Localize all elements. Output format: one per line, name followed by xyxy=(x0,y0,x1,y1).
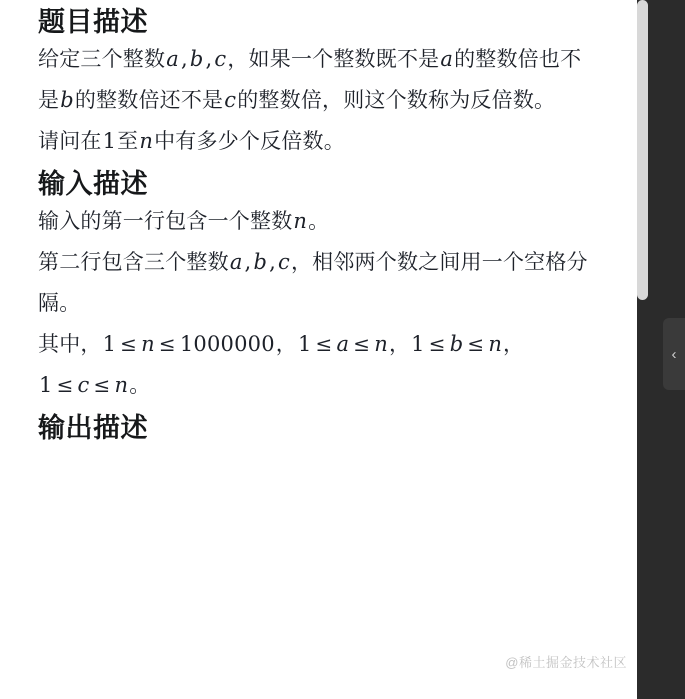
paragraph-problem-2 xyxy=(38,121,599,162)
math-n: n xyxy=(374,332,388,356)
text-run: 请问在 xyxy=(38,130,102,153)
section-heading-output-description: 输出描述 xyxy=(38,413,148,443)
chevron-left-icon: ‹ xyxy=(671,345,677,363)
math-comma: , xyxy=(244,250,252,274)
math-c: c xyxy=(277,250,290,274)
math-one: 1 xyxy=(102,129,117,153)
math-n: n xyxy=(114,373,129,397)
text-run: 输入的第一行包含一个整数 xyxy=(38,210,293,233)
vertical-scrollbar-track[interactable] xyxy=(637,0,648,699)
paragraph-input-1 xyxy=(38,201,599,242)
math-le: ≤ xyxy=(353,332,371,356)
math-le: ≤ xyxy=(93,373,111,397)
math-comma: , xyxy=(180,47,188,71)
text-run: 第二行包含三个整数 xyxy=(38,251,229,274)
text-run: 的整数倍还不是 xyxy=(74,89,224,112)
text-run: ， xyxy=(275,333,297,356)
math-one: 1 xyxy=(102,332,117,356)
math-b: b xyxy=(60,88,74,112)
math-le: ≤ xyxy=(120,332,138,356)
text-run: 中有多少个反倍数。 xyxy=(154,130,345,153)
math-n: n xyxy=(139,129,154,153)
text-run: ， xyxy=(503,333,525,356)
math-n: n xyxy=(141,332,155,356)
math-c: c xyxy=(224,88,237,112)
watermark-text: @稀土掘金技术社区 xyxy=(505,655,627,670)
math-n: n xyxy=(488,332,503,356)
text-run: 至 xyxy=(117,130,139,153)
math-b: b xyxy=(189,47,204,71)
text-run: 。 xyxy=(129,374,151,397)
text-run: ，相邻两个数之间用一个空格分隔。 xyxy=(38,251,588,315)
math-one: 1 xyxy=(297,332,312,356)
math-b: b xyxy=(253,250,268,274)
text-run: ， xyxy=(388,333,411,356)
text-run: 的整数倍，则这个数称为反倍数。 xyxy=(237,89,556,112)
vertical-scrollbar-thumb[interactable] xyxy=(637,0,648,300)
panel-collapse-button[interactable] xyxy=(663,318,685,390)
right-gutter xyxy=(637,0,685,699)
text-run: 给定三个整数 xyxy=(38,48,166,71)
math-c: c xyxy=(77,373,90,397)
math-a: a xyxy=(336,332,350,356)
paragraph-problem-1 xyxy=(38,39,599,121)
math-comma: , xyxy=(269,250,276,274)
math-limit: 1000000 xyxy=(179,332,275,356)
math-one: 1 xyxy=(39,373,53,397)
math-n: n xyxy=(293,209,308,233)
math-le: ≤ xyxy=(315,332,333,356)
math-a: a xyxy=(166,47,179,71)
text-run: 其中， xyxy=(38,333,102,356)
paragraph-input-2 xyxy=(38,242,599,324)
math-le: ≤ xyxy=(467,332,485,356)
paragraph-input-3 xyxy=(38,324,599,406)
text-run: 的整数倍也不是 xyxy=(38,48,582,112)
section-heading-problem-description: 题目描述 xyxy=(38,7,148,37)
math-le: ≤ xyxy=(56,373,74,397)
math-b: b xyxy=(449,332,464,356)
math-le: ≤ xyxy=(428,332,446,356)
math-c: c xyxy=(214,47,227,71)
math-a: a xyxy=(440,47,454,71)
text-run: 。 xyxy=(308,210,330,233)
text-run: ，如果一个整数既不是 xyxy=(227,48,440,71)
math-comma: , xyxy=(205,47,213,71)
math-le: ≤ xyxy=(158,332,176,356)
math-one: 1 xyxy=(411,332,425,356)
math-a: a xyxy=(229,250,243,274)
section-heading-input-description: 输入描述 xyxy=(38,169,148,199)
